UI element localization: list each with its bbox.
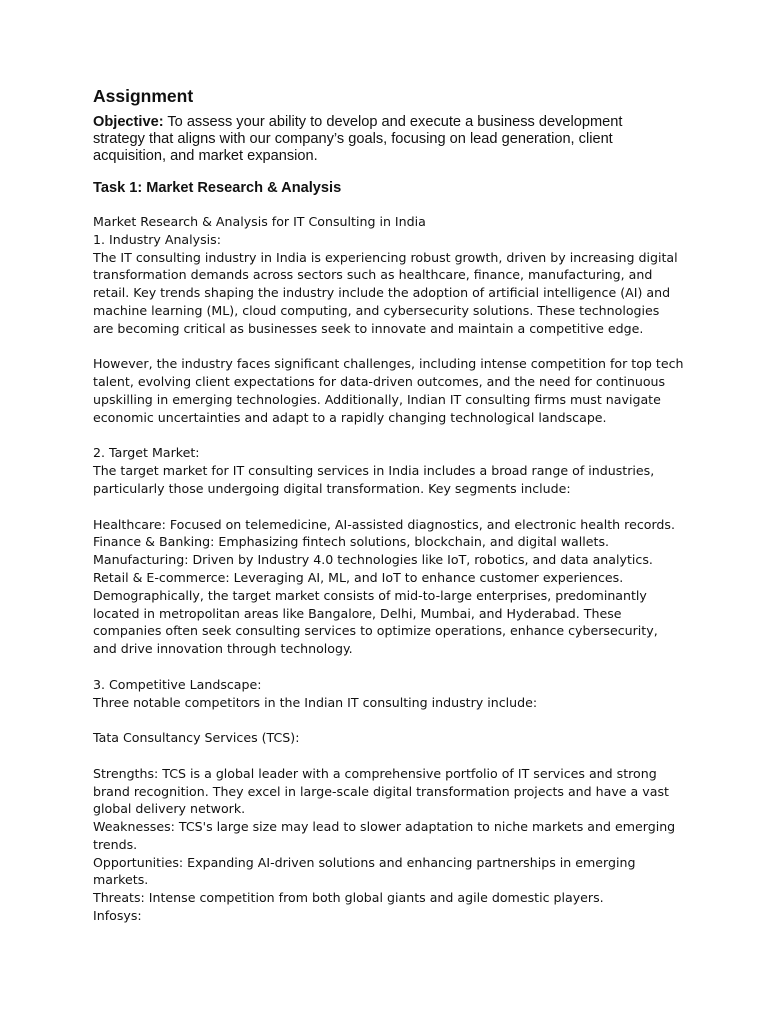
objective-paragraph [93,114,683,165]
body-line: located in metropolitan areas like Bangalore, Delhi, Mumbai, and Hyderabad. These [93,605,622,621]
body-line: Tata Consultancy Services (TCS): [93,730,300,746]
body-line: 1. Industry Analysis: [93,231,221,247]
body-line: Strengths: TCS is a global leader with a comprehensive portfolio of IT services and strong [93,765,657,781]
blank-line [93,711,683,729]
document-title: Assignment [93,86,194,106]
objective-line: strategy that aligns with our company’s goals, focusing on lead generation, client [93,131,613,147]
blank-line [93,338,683,356]
document-body [93,213,683,925]
body-line: talent, evolving client expectations for data-driven outcomes, and the need for continuous [93,374,666,390]
body-line: upskilling in emerging technologies. Additionally, Indian IT consulting firms must navigate [93,391,661,407]
body-line: Infosys: [93,908,142,924]
body-line: Three notable competitors in the Indian IT consulting industry include: [93,694,538,710]
body-line: and drive innovation through technology. [93,641,353,657]
objective-line: acquisition, and market expansion. [93,148,318,164]
blank-line [93,747,683,765]
body-line: Healthcare: Focused on telemedicine, AI-assisted diagnostics, and electronic health records. [93,516,675,532]
body-line: machine learning (ML), cloud computing, and cybersecurity solutions. These technologies [93,302,660,318]
body-line: Market Research & Analysis for IT Consulting in India [93,214,426,229]
body-line: are becoming critical as businesses seek to innovate and maintain a competitive edge. [93,320,644,336]
body-line: markets. [93,872,149,888]
body-line: Weaknesses: TCS's large size may lead to slower adaptation to niche markets and emerging [93,819,676,835]
blank-line [93,498,683,516]
body-line: Retail & E-commerce: Leveraging AI, ML, and IoT to enhance customer experiences. [93,569,624,585]
body-line: economic uncertainties and adapt to a rapidly changing technological landscape. [93,409,607,425]
task-heading: Task 1: Market Research & Analysis [93,180,342,196]
body-line: Demographically, the target market consists of mid-to-large enterprises, predominantly [93,587,647,603]
objective-line: To assess your ability to develop and execute a business development [163,114,623,130]
blank-line [93,427,683,445]
body-line: retail. Key trends shaping the industry include the adoption of artificial intelligence (AI) and [93,285,671,301]
body-line: The IT consulting industry in India is experiencing robust growth, driven by increasing digital [93,249,678,265]
document-page [93,86,683,925]
objective-label: Objective: [93,114,164,130]
blank-line [93,658,683,676]
body-line: 3. Competitive Landscape: [93,676,262,692]
body-line: transformation demands across sectors such as healthcare, finance, manufacturing, and [93,267,653,283]
body-line: Opportunities: Expanding AI-driven solutions and enhancing partnerships in emerging [93,854,636,870]
body-line: trends. [93,836,138,852]
body-line: brand recognition. They excel in large-scale digital transformation projects and have a vast [93,783,669,799]
body-line: Manufacturing: Driven by Industry 4.0 technologies like IoT, robotics, and data analytics. [93,552,653,568]
body-line: global delivery network. [93,801,246,817]
body-line: However, the industry faces significant challenges, including intense competition for top tech [93,356,684,372]
body-line: Finance & Banking: Emphasizing fintech solutions, blockchain, and digital wallets. [93,534,610,550]
body-line: 2. Target Market: [93,445,200,461]
body-line: The target market for IT consulting services in India includes a broad range of industries, [93,463,655,479]
body-line: companies often seek consulting services to optimize operations, enhance cybersecurity, [93,623,658,639]
body-line: particularly those undergoing digital transformation. Key segments include: [93,480,571,496]
body-line: Threats: Intense competition from both global giants and agile domestic players. [93,890,604,906]
